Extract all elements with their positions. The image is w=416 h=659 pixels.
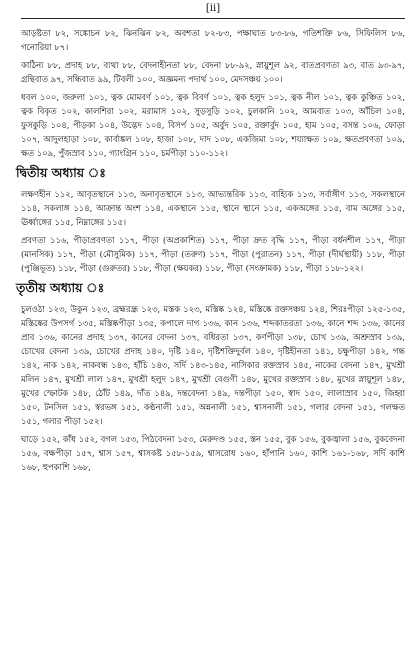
section-chapter-3 xyxy=(16,279,405,474)
header-rule xyxy=(21,18,405,19)
section-chapter-2 xyxy=(16,164,405,275)
paragraph: ধবল ১০০, জরুলা ১০১, ত্বক মোমবর্ণ ১০১, ত্বক বিবর্ণ ১০১, ত্বক হলুদ ১০১, ত্বক নীল ১০১, ত্বক কুঞ্চিত ১০২, ত্বক বিকৃত ১০২, কালশিরা ১০২, মরামাস ১০২, সুড়সুড়ি ১০২, চুলকানি ১০২, আমবাত ১০৩, আঁচিল ১০৪, ফুসকুড়ি ১০৪, পীড়কা ১০৪, উদ্ভেদ ১০৪, বিসর্প ১০৫, অর্বুদ ১০৫, রক্তার্বুদ ১০৫, হাম ১০৫, বসন্ত ১০৬, ফোড়া ১০৭, আদুলহাড়া ১০৮, কার্বাঙ্কল ১০৮, হাজা ১০৮, দাদ ১০৮, একজিমা ১০৮, শয্যাক্ষত ১০৯, ক্ষতপ্রবণতা ১০৯, ক্ষত ১০৯, পুঁজস্রাব ১১০, গ্যাংগ্রিন ১১০, চর্মপীড়া ১১০-১১২। xyxy=(21,92,405,158)
paragraph: ঘাড়ে ১৫২, কাঁধ ১৫২, বগল ১৫৩, পিঠবেদনা ১৫৩, মেরুদণ্ড ১৫৫, স্তন ১৫৫, বুক ১৫৬, বুকজ্বালা ১৫৬, বুকবেদনা ১৫৬, বক্ষপীড়া ১৫৭, শ্বাস ১৫৭, শ্বাসকষ্ট ১৫৮-১৫৯, শ্বাসরোধ ১৬০, হাঁপানি ১৬০, কাশি ১৬১-১৬৮, সর্দি কাশি ১৬৮, হুপকাশি ১৬৮, xyxy=(21,434,405,472)
paragraph: কাঠিন্য ৮৮, প্রদাহ ৮৮, ব্যথা ৮৮, বেদনাহীনতা ৮৮, বেদনা ৮৮-৯২, স্নায়ুশূল ৯২, বাতপ্রবণতা ৯৩, বাত ৯৩-৯৭, গ্রন্থিবাত ৯৭, সন্ধিবাত ৯৯, টিবলী ১০০, অজ্ঞমন্য পদার্থ ১০০, মেদসঞ্চয় ১০০। xyxy=(21,60,405,84)
page-number: [ii] xyxy=(205,3,221,14)
paragraph: লক্ষণহীন ১১২, আবৃতস্থানে ১১৩, অনাবৃতস্থানে ১১৩, আভ্যন্তরিক ১১৩, বাহ্যিক ১১৩, সর্বাঙ্গীণ ১১৩, সকলস্থানে ১১৪, সকলাঙ্গ ১১৪, আক্রান্ত অংশ ১১৪, একস্থানে ১১৫, স্থানে স্থানে ১১৫, একঅঙ্গের ১১৫, বাম অঙ্গের ১১৫, ঊর্ধ্বাঙ্গের ১১৫, নিম্নাঙ্গের ১১৫। xyxy=(21,189,405,227)
paragraph: প্রবণতা ১১৬, পীড়াপ্রবণতা ১১৭, পীড়া (অপ্রকাশিত) ১১৭, পীড়া দ্রুত বৃদ্ধি ১১৭, পীড়া বর্ধনশীল ১১৭, পীড়া (মানসিক) ১১৭, পীড়া (মৌসুমিক) ১১৭, পীড়া (তরুণ) ১১৭, পীড়া (পুরাতন) ১১৭, পীড়া (দীর্ঘস্থায়ী) ১১৮, পীড়া (পুঞ্জিভূত) ১১৮, পীড়া (গুরুতর) ১১৮, পীড়া (ক্ষয়কর) ১১৮, পীড়া (সংক্রামক) ১১৮, পীড়া ১১৮-১২২। xyxy=(21,235,405,273)
paragraph: আড়ষ্টতা ৮২, সঙ্কোচন ৮২, ঝিনঝিন ৮২, অবশতা ৮২-৮৩, পক্ষাঘাত ৮৩-৮৬, গতিশক্তি ৮৬, সিফিলিস ৮৬, গনোরিয়া ৮৭। xyxy=(21,28,405,52)
chapter-heading: দ্বিতীয় অধ্যায় ঃ xyxy=(16,165,106,180)
paragraph: চুলওঠা ১২৩, উকুন ১২৩, ব্রহ্মরন্ধ্র ১২৩, মস্তক ১২৩, মস্তিষ্ক ১২৪, মস্তিষ্কে রক্তসঞ্চয় ১২৪, শিরঃপীড়া ১২৫-১৩৫, মস্তিষ্কের উপসর্গ ১৩৫, মস্তিষ্কপীড়া ১৩৫, কপালে দাগ ১৩৬, কান ১৩৬, শব্দকাতরতা ১৩৬, কানে শব্দ ১৩৬, কানের প্রাব ১৩৬, কানের প্রদাহ ১৩৭, কানের বেদনা ১৩৭, বধিরতা ১৩৭, কর্ণপীড়া ১৩৮, চোখ ১৩৯, অশ্রুস্রাব ১৩৯, চোখের বেদনা ১৩৯, চোখের প্রদাহ ১৪০, দৃষ্টি ১৪০, দৃষ্টিশক্তিদুর্বল ১৪০, দৃষ্টিহীনতা ১৪১, চক্ষুপীড়া ১৪২, গন্ধ ১৪২, নাক ১৪২, নাকবন্ধ ১৪৩, হাঁচি ১৪৩, সর্দি ১৪৩-১৪৫, নাসিকার রক্তস্রাব ১৪৫, নাকের বেদনা ১৪৭, মুখশ্রী মলিন ১৪৭, মুখশ্রী লাল ১৪৭, মুখশ্রী হলুদ ১৪৭, মুখশ্রী বেগুণী ১৪৮, মুখের রক্তস্রাব ১৪৮, মুখের স্নায়ুশূল ১৪৮, মুখের স্ফোটক ১৪৮, ঠোঁট ১৪৯, দাঁত ১৪৯, দন্তবেদনা ১৪৯, দন্তপীড়া ১৫০, স্বাদ ১৫০, লালাস্রাব ১৫০, জিহ্বা ১৫০, টনসিল ১৫১, স্বরভঙ্গ ১৫১, কণ্ঠনালী ১৫১, অন্ননালী ১৫১, শ্বাসনালী ১৫১, গলার বেদনা ১৫১, গলক্ষত ১৫১, গলার পীড়া ১৫২। xyxy=(21,304,405,426)
section-intro xyxy=(21,26,405,160)
chapter-heading: তৃতীয় অধ্যায় ঃ xyxy=(16,280,105,295)
